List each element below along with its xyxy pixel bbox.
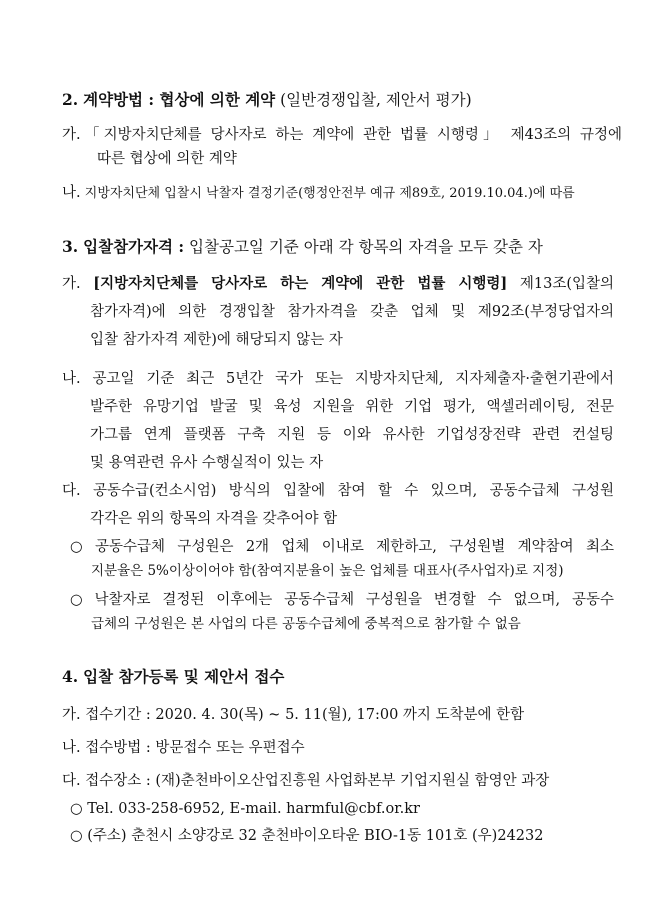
section-3-title: 입찰참가자격 :: [83, 237, 185, 256]
item-text: 공고일 기준 최근 5년간 국가 또는 지방자치단체, 지자체출자·출현기관에서: [92, 371, 614, 387]
section-2-title: 계약방법 : 협상에 의한 계약: [83, 90, 276, 109]
item-bold-text: [지방자치단체를 당사자로 하는 계약에 관한 법률 시행령]: [93, 275, 508, 292]
section-3-item-na-line-2: [90, 397, 614, 417]
bullet-text: 지분율은 5%이상이어야 함(참여지분율이 높은 업체를 대표사(주사업자)로 지정): [91, 563, 564, 579]
section-3-note: 입찰공고일 기준 아래 각 항목의 자격을 모두 갖춘 자: [189, 238, 543, 256]
item-text: 접수기간 : 2020. 4. 30(목) ~ 5. 11(월), 17:00 까지 도착분에 한함: [85, 707, 525, 723]
bullet-marker: ○: [70, 539, 83, 555]
section-3-item-ga-line-3: [90, 330, 343, 350]
section-2-item-ga-continuation: [97, 149, 237, 169]
item-text: 가그룹 연계 플랫폼 구축 지원 등 이와 유사한 기업성장전략 관련 컨설팅: [90, 427, 614, 443]
section-3-item-da-line-2: [90, 509, 337, 529]
section-2-heading: [62, 90, 472, 110]
item-text: 공동수급(컨소시엄) 방식의 입찰에 참여 할 수 있으며, 공동수급체 구성원: [93, 483, 615, 499]
bullet-marker: ○: [70, 592, 83, 608]
section-4-bullet-address: [70, 826, 543, 846]
bullet-marker: ○: [70, 801, 83, 817]
bullet-text: (주소) 춘천시 소양강로 32 춘천바이오타운 BIO-1동 101호 (우)24232: [87, 828, 544, 844]
item-text: 참가자격)에 의한 경쟁입찰 참가자격을 갖춘 업체 및 제92조(부정당업자의: [90, 304, 614, 320]
item-marker: 가.: [62, 276, 81, 292]
item-text: 접수방법 : 방문접수 또는 우편접수: [85, 740, 305, 756]
section-3-item-na-line-4: [90, 453, 323, 473]
section-4-item-da: [62, 771, 549, 791]
section-4-number: 4.: [62, 667, 79, 686]
bullet-text: 낙찰자로 결정된 이후에는 공동수급체 구성원을 변경할 수 없으며, 공동수: [94, 592, 614, 608]
section-2-number: 2.: [62, 90, 79, 109]
section-3-bullet-1: [70, 537, 614, 557]
item-marker: 나.: [62, 185, 81, 201]
item-marker: 나.: [62, 371, 81, 387]
item-marker: 가.: [62, 127, 81, 143]
section-4-bullet-contact: [70, 799, 420, 819]
section-3-bullet-2-line-2: [91, 614, 521, 634]
item-marker: 나.: [62, 740, 81, 756]
section-4-item-ga: [62, 705, 524, 725]
item-text: 발주한 유망기업 발굴 및 육성 지원을 위한 기업 평가, 액셀러레이팅, 전문: [90, 399, 614, 415]
section-2-item-ga: [62, 125, 622, 145]
bullet-text: 공동수급체 구성원은 2개 업체 이내로 제한하고, 구성원별 계약참여 최소: [95, 539, 614, 555]
section-3-item-na: [62, 369, 614, 389]
item-text: 지방자치단체 입찰시 낙찰자 결정기준(행정안전부 예규 제89호, 2019.10.04.)에 따름: [84, 186, 575, 201]
item-text: 입찰 참가자격 제한)에 해당되지 않는 자: [90, 332, 343, 348]
section-4-heading: [62, 667, 284, 687]
bullet-marker: ○: [70, 828, 83, 844]
section-3-item-da: [62, 481, 614, 501]
section-3-item-ga-line-2: [90, 302, 614, 322]
section-4-item-na: [62, 738, 305, 758]
item-text: 각각은 위의 항목의 자격을 갖추어야 함: [90, 511, 338, 527]
item-marker: 다.: [62, 483, 81, 499]
item-text: 및 용역관련 유사 수행실적이 있는 자: [90, 455, 324, 471]
item-marker: 다.: [62, 773, 81, 789]
section-3-item-na-line-3: [90, 425, 614, 445]
item-text: 접수장소 : (재)춘천바이오산업진흥원 사업화본부 기업지원실 함영안 과장: [85, 773, 550, 789]
section-3-bullet-1-line-2: [91, 561, 564, 581]
section-3-number: 3.: [62, 237, 79, 256]
section-2-note: (일반경쟁입찰, 제안서 평가): [280, 91, 472, 109]
section-3-heading: [62, 237, 543, 257]
section-2-item-na: [62, 183, 575, 204]
section-3-item-ga: [62, 274, 614, 294]
section-3-bullet-2: [70, 590, 614, 610]
section-4-title: 입찰 참가등록 및 제안서 접수: [83, 667, 285, 686]
bullet-text: Tel. 033-258-6952, E-mail. harmful@cbf.or.kr: [87, 801, 420, 817]
item-text: 따른 협상에 의한 계약: [97, 151, 237, 167]
item-marker: 가.: [62, 707, 81, 723]
item-text: 「지방자치단체를 당사자로 하는 계약에 관한 법률 시행령」 제43조의 규정에: [80, 127, 622, 143]
bullet-text: 급체의 구성원은 본 사업의 다른 공동수급체에 중복적으로 참가할 수 없음: [91, 616, 521, 632]
item-text: 제13조(입찰의: [519, 276, 615, 292]
